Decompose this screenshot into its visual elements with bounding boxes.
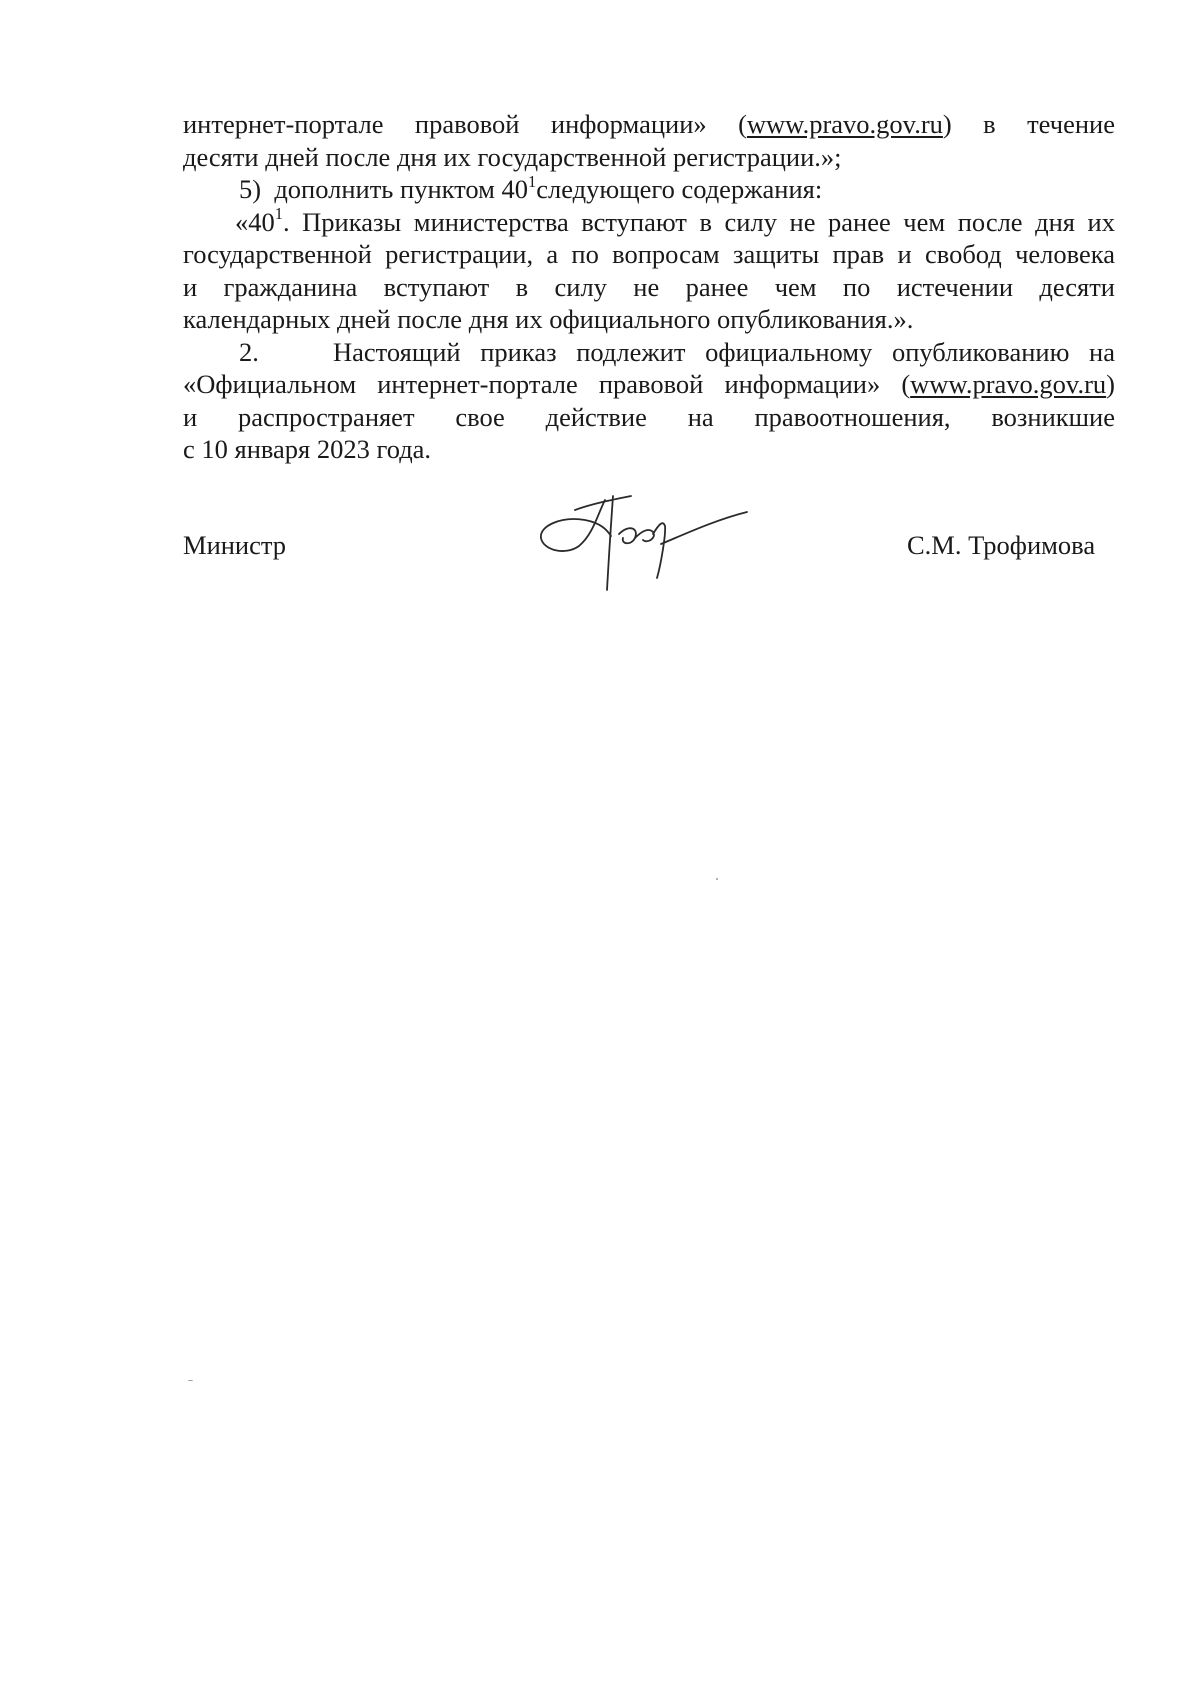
signer-name: С.М. Трофимова [907,530,1096,560]
clause-line3: и гражданина вступают в силу не ранее чем по истечении десяти [183,271,1115,302]
item2-line4: с 10 января 2023 года. [183,434,432,464]
pravo-link[interactable]: www.pravo.gov.ru [746,109,943,139]
item2-line1: 2. Настоящий приказ подлежит официальному опубликованию на [239,336,1115,367]
item5-line: 5) дополнить пунктом $40^1следующего$ содержания: [239,171,823,204]
scan-speck [716,878,718,880]
pravo-link-2[interactable]: www.pravo.gov.ru [910,369,1107,399]
clause-line4: календарных дней после дня их официального опубликования.». [183,304,914,334]
handwritten-signature-icon [535,494,750,594]
document-body [183,108,1115,466]
item5-number: 5) [239,174,262,204]
para1-line1: интернет-портале правовой информации» (www.pravo.gov.ru) в течение [183,109,1115,139]
clause-line2: государственной регистрации, а по вопросам защиты прав и свобод человека [183,239,1115,269]
item2-number: 2. [239,336,259,367]
signer-title: Министр [183,530,287,560]
item2-line3: и распространяет свое действие на правоотношения, возникшие [183,401,1115,432]
scan-speck [188,1380,193,1381]
para1-line2: десяти дней после дня их государственной регистрации.»; [183,141,842,172]
clause-line1: «$40^1$. Приказы министерства вступают в силу не ранее чем после дня их [235,204,1115,237]
item2-line2: «Официальном интернет-портале правовой информации» (www.pravo.gov.ru) [183,369,1115,399]
